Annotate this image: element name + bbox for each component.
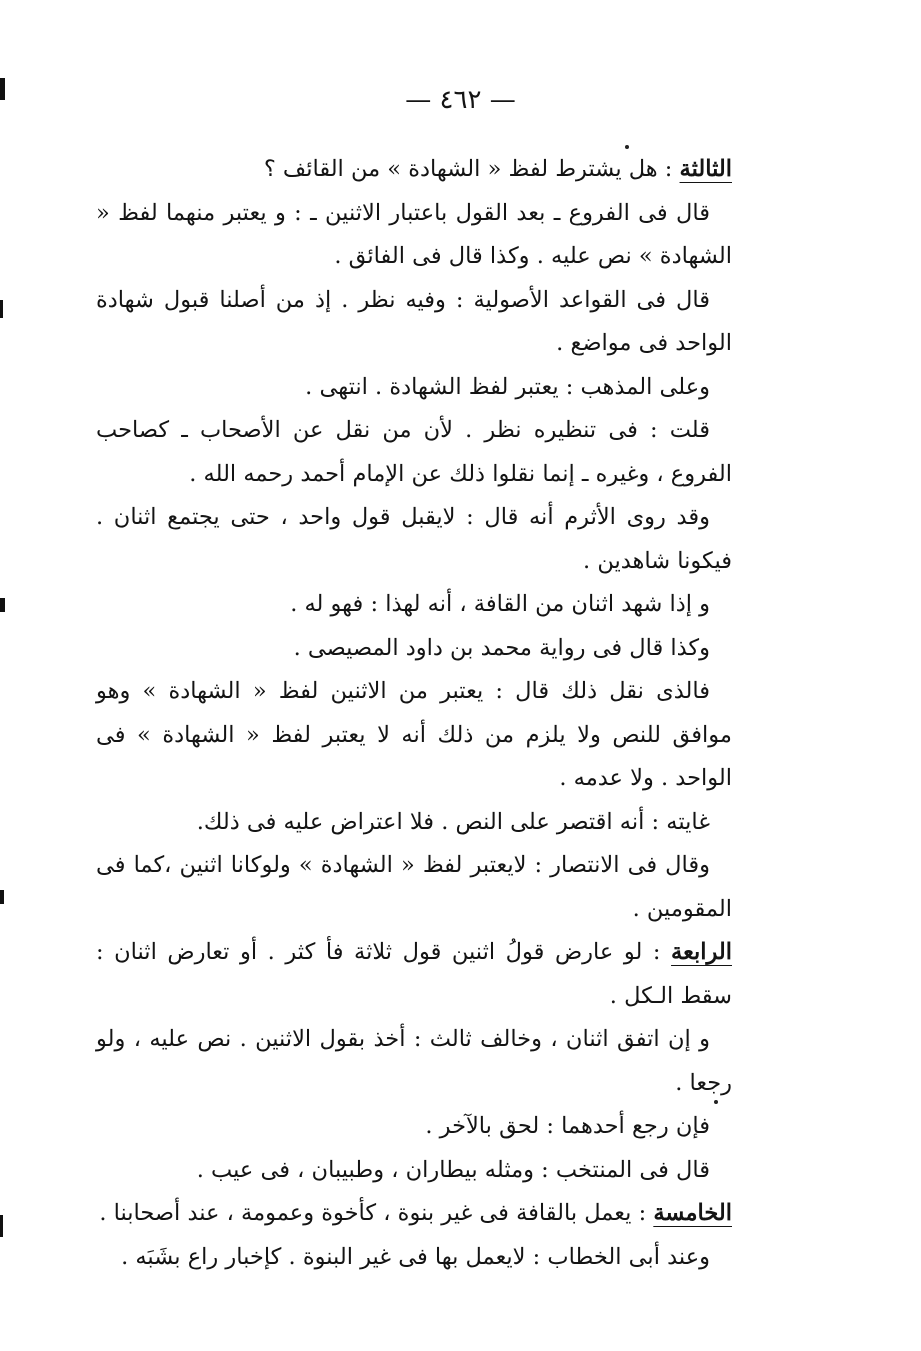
paragraph xyxy=(96,1192,732,1236)
scan-edge-mark xyxy=(0,1215,3,1237)
section-heading: الخامسة xyxy=(653,1200,732,1226)
paragraph-text: وقال فى الانتصار : لايعتبر لفظ « الشهادة » ولوكانا اثنين ،كما فى المقومين . xyxy=(96,852,732,922)
page-number: — ٤٦٢ — xyxy=(405,85,516,115)
scan-edge-mark xyxy=(0,598,5,612)
paragraph xyxy=(96,583,732,627)
section-heading: الثالثة xyxy=(679,156,732,182)
paragraph xyxy=(96,1236,732,1280)
paragraph-text: : يعمل بالقافة فى غير بنوة ، كأخوة وعمومة ، عند أصحابنا . xyxy=(99,1200,654,1226)
paragraph-text: فالذى نقل ذلك قال : يعتبر من الاثنين لفظ « الشهادة » وهو موافق للنص ولا يلزم من ذلك أنه لا يعتبر لفظ « الشهادة » فى الواحد . ولا عدمه . xyxy=(96,678,732,791)
paragraph xyxy=(96,279,732,366)
scan-edge-mark xyxy=(0,890,4,904)
paragraph-text: : لو عارض قولُ اثنين قول ثلاثة فأ كثر . أو تعارض اثنان : سقط الـكل . xyxy=(96,939,732,1009)
paragraph-text: قال فى القواعد الأصولية : وفيه نظر . إذ من أصلنا قبول شهادة الواحد فى مواضع . xyxy=(96,286,732,356)
paragraph-text: و إذا شهد اثنان من القافة ، أنه لهذا : فهو له . xyxy=(290,591,710,617)
paragraph-text: غايته : أنه اقتصر على النص . فلا اعتراض عليه فى ذلك. xyxy=(196,808,710,835)
paragraph xyxy=(96,801,732,845)
paragraph xyxy=(96,627,732,671)
paragraph xyxy=(96,148,732,192)
section-heading: الرابعة xyxy=(671,939,732,965)
paragraph-text: وقد روى الأثرم أنه قال : لايقبل قول واحد ، حتى يجتمع اثنان . فيكونا شاهدين . xyxy=(96,504,732,574)
scan-edge-mark xyxy=(0,300,3,318)
paragraph-text: وعلى المذهب : يعتبر لفظ الشهادة . انتهى . xyxy=(305,373,710,400)
paragraph-text: و إن اتفق اثنان ، وخالف ثالث : أخذ بقول الاثنين . نص عليه ، ولو رجعا . xyxy=(96,1026,732,1096)
paragraph xyxy=(96,1105,732,1149)
paragraph xyxy=(96,409,732,496)
paragraph-text: فإن رجع أحدهما : لحق بالآخر . xyxy=(425,1113,710,1139)
paragraph-text: قلت : فى تنظيره نظر . لأن من نقل عن الأصحاب ـ كصاحب الفروع ، وغيره ـ إنما نقلوا ذلك عن الإمام أحمد رحمه الله . xyxy=(96,417,732,487)
paragraph-text: قال فى الفروع ـ بعد القول باعتبار الاثنين ـ : و يعتبر منهما لفظ « الشهادة » نص عليه . وكذا قال فى الفائق . xyxy=(96,199,732,269)
paragraph xyxy=(96,496,732,583)
body-text xyxy=(96,148,732,1279)
paragraph-text: : هل يشترط لفظ « الشهادة » من القائف ؟ xyxy=(263,156,680,182)
paragraph xyxy=(96,670,732,801)
paragraph-text: وكذا قال فى رواية محمد بن داود المصيصى . xyxy=(293,634,710,661)
paragraph xyxy=(96,1149,732,1193)
paragraph xyxy=(96,366,732,410)
paragraph xyxy=(96,1018,732,1105)
paragraph xyxy=(96,931,732,1018)
paragraph xyxy=(96,192,732,279)
paragraph-text: وعند أبى الخطاب : لايعمل بها فى غير البنوة . كإخبار راع بشَبَه . xyxy=(121,1243,710,1270)
paragraph xyxy=(96,844,732,931)
paragraph-text: قال فى المنتخب : ومثله بيطاران ، وطبيبان ، فى عيب . xyxy=(196,1156,710,1183)
